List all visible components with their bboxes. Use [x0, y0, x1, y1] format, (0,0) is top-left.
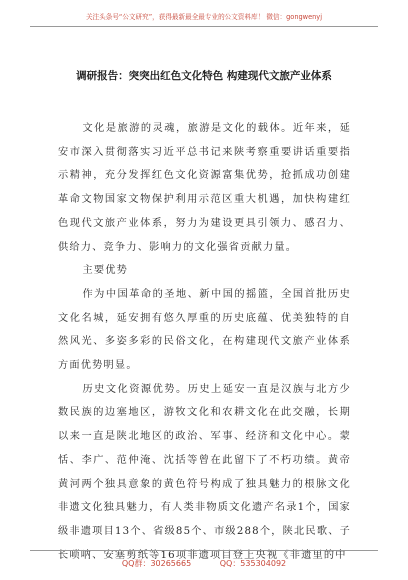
footer-contact [0, 558, 408, 569]
paragraph-intro: 文化是旅游的灵魂，旅游是文化的载体。近年来，延安市深入贯彻落实习近平总书记来陕考察重要讲话重要指示精神，充分发挥红色文化资源富集优势，抢抓成功创建革命文物国家文物保护利用示范区重大机遇，加快构建红色现代文旅产业体系，努力为建设更具引领力、感召力、供给力、竞争力、影响力的文化强省贡献力量。 [58, 123, 351, 253]
footer-divider [30, 550, 378, 551]
paragraph-history: 历史文化资源优势。历史上延安一直是汉族与北方少数民族的边塞地区，游牧文化和农耕文化在此交融，长期以来一直是陕北地区的政治、军事、经济和文化中心。蒙恬、李广、范仲淹、沈括等曾在此留下了不朽功绩。黄帝黄河两个独具意象的黄色符号构成了独具魅力的根脉文化非遗文化独具魅力，有人类非物质文化遗产名录1个，国家级非遗项目13个、省级85个、市级288个，陕北民歌、子长唢呐、安塞剪纸等16项非遗项目登上央视《非遗里的中 [58, 383, 351, 561]
footer-qq-number: QQ：535304092 [219, 559, 287, 568]
paragraph-advantages: 作为中国革命的圣地、新中国的摇篮，全国首批历史文化名城，延安拥有悠久厚重的历史底蕴、优美独特的自然风光、多姿多彩的民俗文化，在构建现代文旅产业体系方面优势明显。 [58, 288, 351, 372]
document-title: 调研报告：突突出红色文化特色 构建现代文旅产业体系 [76, 70, 332, 82]
header-banner: 关注头条号“公文研究”，获得最新最全最专业的公文资料库！ 微信：gongwenyj [85, 13, 323, 21]
header-divider [30, 26, 378, 27]
footer-qq-group: QQ群：30265665 [121, 559, 192, 568]
section-heading: 主要优势 [82, 265, 129, 277]
document-body [58, 117, 351, 567]
